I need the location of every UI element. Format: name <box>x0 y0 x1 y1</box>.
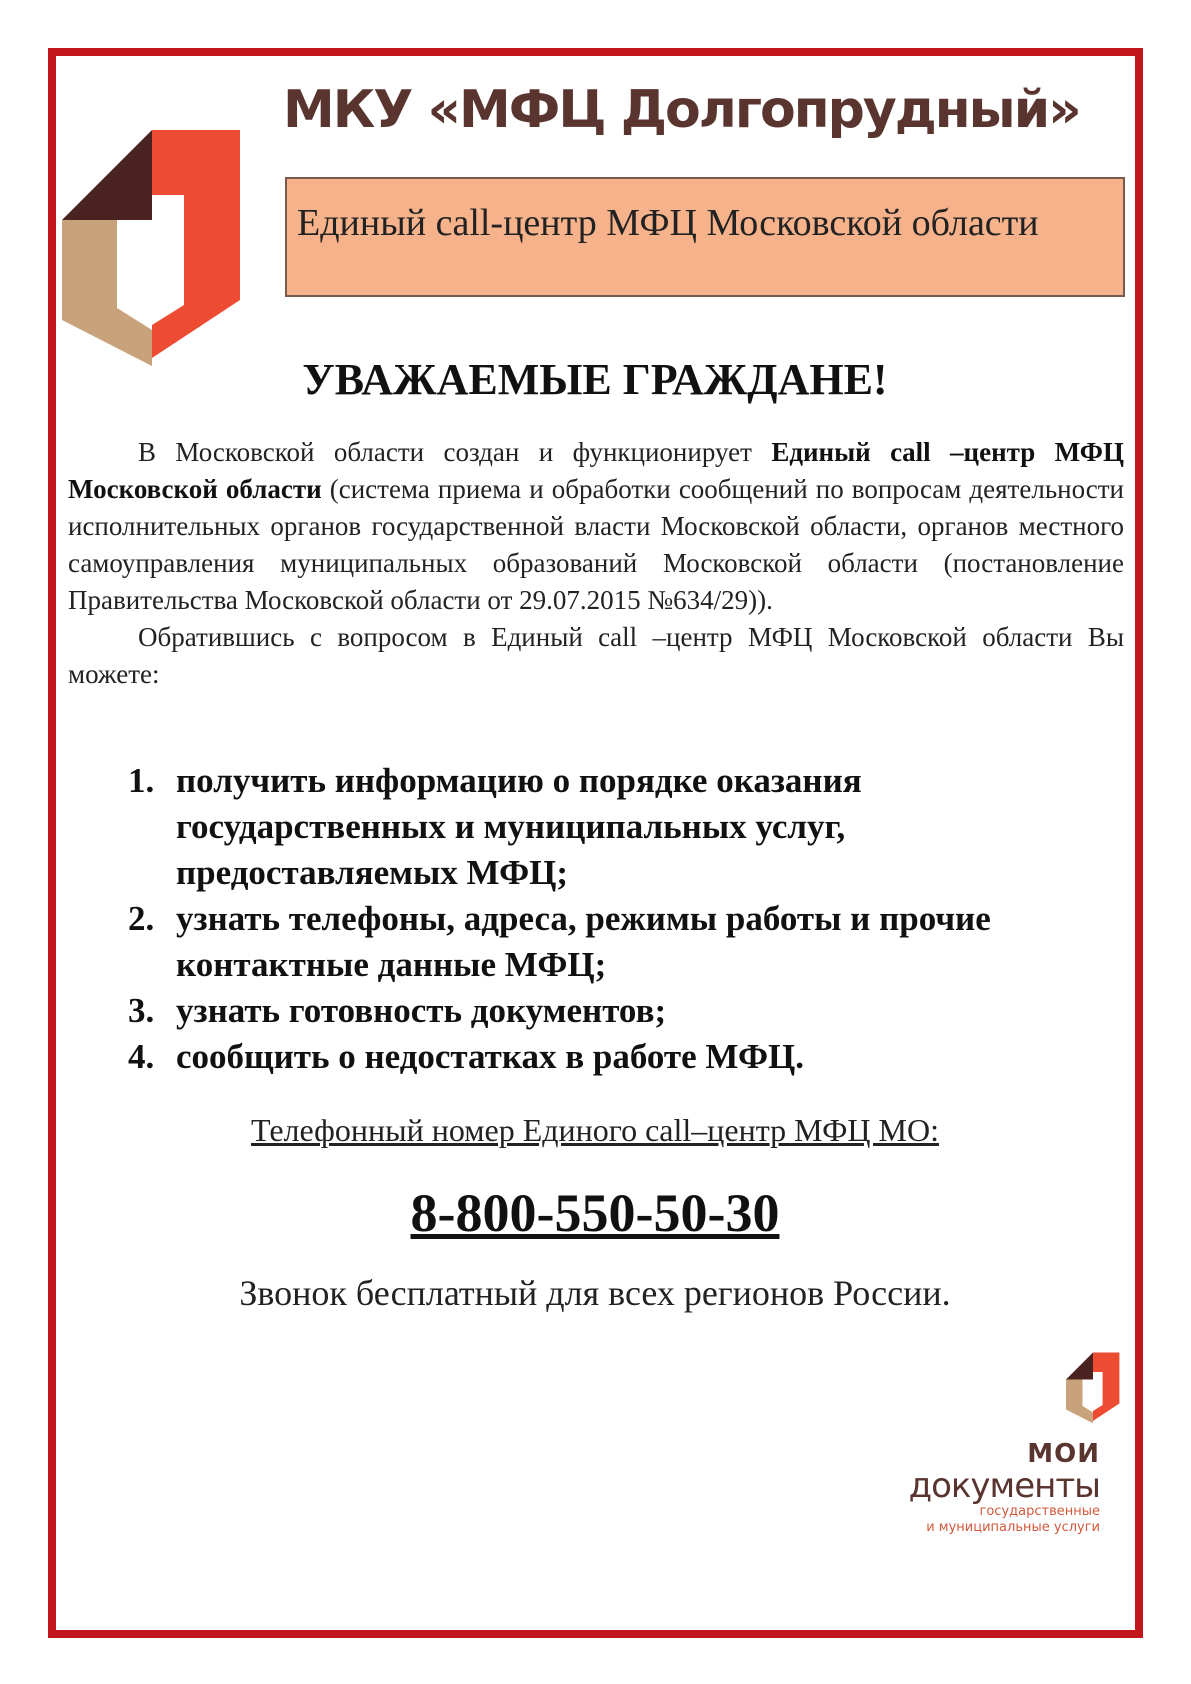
list-item-text: получить информацию о порядке оказания государственных и муниципальных услуг, предоставляемых МФЦ; <box>176 761 862 892</box>
small-logo-tan-segment <box>1066 1380 1093 1424</box>
logo-red-segment <box>152 130 240 358</box>
intro-p1-start: В Московской области создан и функционирует <box>138 437 772 467</box>
intro-p1-bold: Единый call –центр МФЦ Московской области <box>68 437 1124 504</box>
list-item-text: сообщить о недостатках в работе МФЦ. <box>176 1037 805 1076</box>
phone-number <box>60 1182 1130 1244</box>
list-item-number: 2. <box>128 899 155 938</box>
phone-caption-text: Телефонный номер Единого call–центр МФЦ МО: <box>251 1112 939 1148</box>
list-item <box>128 896 1128 988</box>
moi-dokumenty-logo-icon <box>1066 1352 1126 1434</box>
brand-line2: документы <box>908 1466 1100 1506</box>
org-title: МКУ «МФЦ Долгопрудный» <box>283 80 1080 140</box>
phone-number-text: 8-800-550-50-30 <box>410 1183 780 1243</box>
intro-p1-end: (система приема и обработки сообщений по вопросам деятельности исполнительных органов государственной власти Московской области, органов местного самоуправления муниципальных образований Московской области (постановление Правительства Московской области от 29.07.2015 №634/29)). <box>68 474 1124 615</box>
list-item-text: узнать телефоны, адреса, режимы работы и прочие контактные данные МФЦ; <box>176 899 991 984</box>
list-item <box>128 1034 1128 1080</box>
intro-paragraph-1 <box>68 434 1124 619</box>
options-list <box>128 758 1128 1080</box>
free-call-note: Звонок бесплатный для всех регионов России. <box>239 1273 951 1313</box>
list-item <box>128 758 1128 896</box>
brand-subtitle-1: государственные <box>979 1504 1100 1519</box>
small-logo-dark-segment <box>1066 1353 1093 1380</box>
brand-subtitle-2: и муниципальные услуги <box>926 1520 1100 1535</box>
intro-paragraph-2: Обратившись с вопросом в Единый call –центр МФЦ Московской области Вы можете: <box>68 622 1124 689</box>
list-item-number: 3. <box>128 991 155 1030</box>
small-logo-red-segment <box>1093 1353 1119 1421</box>
list-item-number: 4. <box>128 1037 155 1076</box>
list-item-number: 1. <box>128 761 155 800</box>
phone-caption <box>60 1112 1130 1149</box>
logo-dark-segment <box>62 130 152 220</box>
list-item <box>128 988 1128 1034</box>
logo-tan-segment <box>62 220 152 366</box>
brand-block <box>870 1440 1100 1536</box>
intro-text <box>68 434 1124 693</box>
list-item-text: узнать готовность документов; <box>176 991 667 1030</box>
brand-line1: МОИ <box>1027 1439 1100 1469</box>
callcenter-banner: Единый call-центр МФЦ Московской области <box>285 177 1125 297</box>
greeting-heading: УВАЖАЕМЫЕ ГРАЖДАНЕ! <box>302 355 888 404</box>
